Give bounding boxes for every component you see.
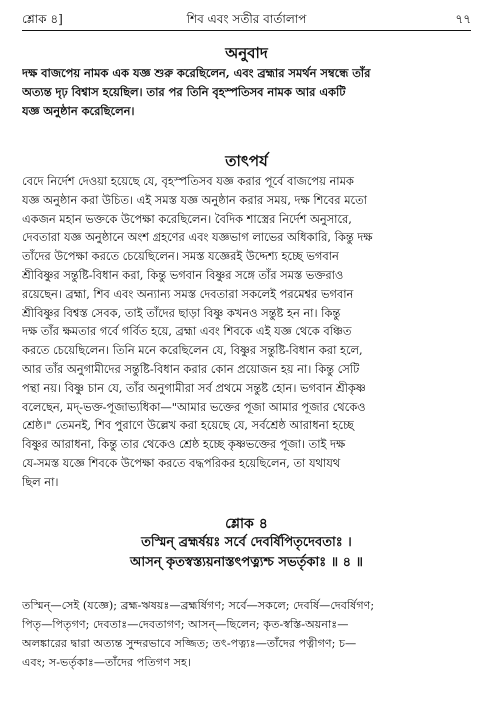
purport-line: দেবতারা যজ্ঞ অনুষ্ঠানে অংশ গ্রহণের এবং যজ্ঞভাগ লাভের অধিকারি, কিন্তু দক্ষ (22, 230, 373, 245)
purport-line: রয়েছেন। ব্রহ্মা, শিব এবং অন্যান্য সমস্ত দেবতারা সকলেই পরমেশ্বর ভগবান (22, 286, 354, 301)
purport-text (22, 172, 471, 492)
purport-line: শ্রেষ্ঠ।" তেমনই, শিব পুরাণে উল্লেখ করা হয়েছে যে, সর্বশ্রেষ্ঠ আরাধনা হচ্ছে (22, 418, 354, 433)
header-verse-ref: শ্লোক ৪] (22, 12, 63, 26)
purport-heading: তাৎপর্য (225, 152, 268, 170)
header-chapter-title: শিব এবং সতীর বার্তালাপ (186, 12, 307, 26)
purport-line: ছিল না। (22, 474, 59, 489)
synonyms-line: অলঙ্কারের দ্বারা অত্যন্ত সুন্দরভাবে সজ্জিত; তৎ-পত্ন্যঃ—তাঁদের পত্নীগণ; চ— (22, 637, 357, 650)
synonyms-line: এবং; স-ভর্তৃকাঃ—তাঁদের পতিগণ সহ। (22, 656, 191, 669)
translation-text (22, 64, 471, 120)
purport-line: শ্রীবিষ্ণুর সন্তুষ্টি-বিধান করা, কিন্তু ভগবান বিষ্ণুর সঙ্গে তাঁর সমস্ত ভক্তরাও (22, 267, 344, 282)
translation-line: অত্যন্ত দৃঢ় বিশ্বাস হয়েছিল। তার পর তিনি বৃহস্পতিসব নামক আর একটি (22, 84, 346, 99)
sanskrit-verse (22, 533, 471, 573)
purport-line: শ্রীবিষ্ণুর বিশ্বস্ত সেবক, তাই তাঁদের ছাড়া বিষ্ণু কখনও সন্তুষ্ট হন না। কিন্তু (22, 305, 341, 320)
purport-line: বলেছেন, মদ্-ভক্ত-পূজাভ্যধিকা—"আমার ভক্তের পূজা আমার পূজার থেকেও (22, 399, 366, 414)
purport-line: যজ্ঞ অনুষ্ঠান করা উচিত। এই সমস্ত যজ্ঞ অনুষ্ঠান করার সময়, দক্ষ শিবের মতো (22, 192, 367, 207)
synonyms-line: তস্মিন্—সেই (যজ্ঞে); ব্রহ্ম-ঋষয়ঃ—ব্রহ্মর্ষিগণ; সর্বে—সকলে; দেবর্ষি—দেবর্ষিগণ; (22, 599, 375, 612)
verse-line: আসন্ কৃতস্বস্ত্যয়নাস্তৎপত্ন্যশ্চ সভর্তৃকাঃ ॥ ৪ ॥ (130, 555, 363, 570)
purport-line: দক্ষ তাঁর ক্ষমতার গর্বে গর্বিত হয়ে, ব্রহ্মা এবং শিবকে এই যজ্ঞ থেকে বঞ্চিত (22, 324, 352, 339)
running-header (22, 11, 471, 29)
purport-line: করতে চেয়েছিলেন। তিনি মনে করেছিলেন যে, বিষ্ণুর সন্তুষ্টি-বিধান করা হলে, (22, 343, 363, 358)
purport-line: আর তাঁর অনুগামীদের সন্তুষ্টি-বিধান করার কোন প্রয়োজন হয় না। কিন্তু সেটি (22, 361, 360, 376)
translation-line: যজ্ঞ অনুষ্ঠান করেছিলেন। (22, 103, 135, 118)
purport-line: তাঁদের উপেক্ষা করতে চেয়েছিলেন। সমস্ত যজ্ঞেরই উদ্দেশ্য হচ্ছে ভগবান (22, 249, 339, 264)
synonyms-text (22, 596, 471, 672)
purport-line: বেদে নির্দেশ দেওয়া হয়েছে যে, বৃহস্পতিসব যজ্ঞ করার পূর্বে বাজপেয় নামক (22, 174, 354, 188)
header-rule (22, 30, 471, 31)
synonyms-line: পিতৃ—পিতৃগণ; দেবতাঃ—দেবতাগণ; আসন্—ছিলেন; কৃত-স্বস্তি-অয়নাঃ— (22, 618, 349, 631)
translation-line: দক্ষ বাজপেয় নামক এক যজ্ঞ শুরু করেছিলেন, এবং ব্রহ্মার সমর্থন সম্বন্ধে তাঁর (22, 66, 371, 80)
purport-line: বিষ্ণুর আরাধনা, কিন্তু তার থেকেও শ্রেষ্ঠ হচ্ছে কৃষ্ণভক্তের পূজা। তাই দক্ষ (22, 437, 346, 452)
header-page-number: ৭৭ (455, 12, 471, 26)
verse-number-heading: শ্লোক ৪ (225, 516, 268, 532)
translation-heading: অনুবাদ (225, 44, 268, 62)
purport-line: পন্থা নয়। বিষ্ণু চান যে, তাঁর অনুগামীরা সর্ব প্রথমে সন্তুষ্ট হোন। ভগবান শ্রীকৃষ্ণ (22, 380, 366, 395)
purport-line: যে-সমস্ত যজ্ঞে শিবকে উপেক্ষা করতে বদ্ধপরিকর হয়েছিলেন, তা যথাযথ (22, 455, 341, 470)
verse-line: তস্মিন্ ব্রহ্মর্ষয়ঃ সর্বে দেবর্ষিপিতৃদেবতাঃ । (141, 535, 352, 550)
purport-line: একজন মহান ভক্তকে উপেক্ষা করেছিলেন। বৈদিক শাস্ত্রের নির্দেশ অনুসারে, (22, 211, 352, 226)
